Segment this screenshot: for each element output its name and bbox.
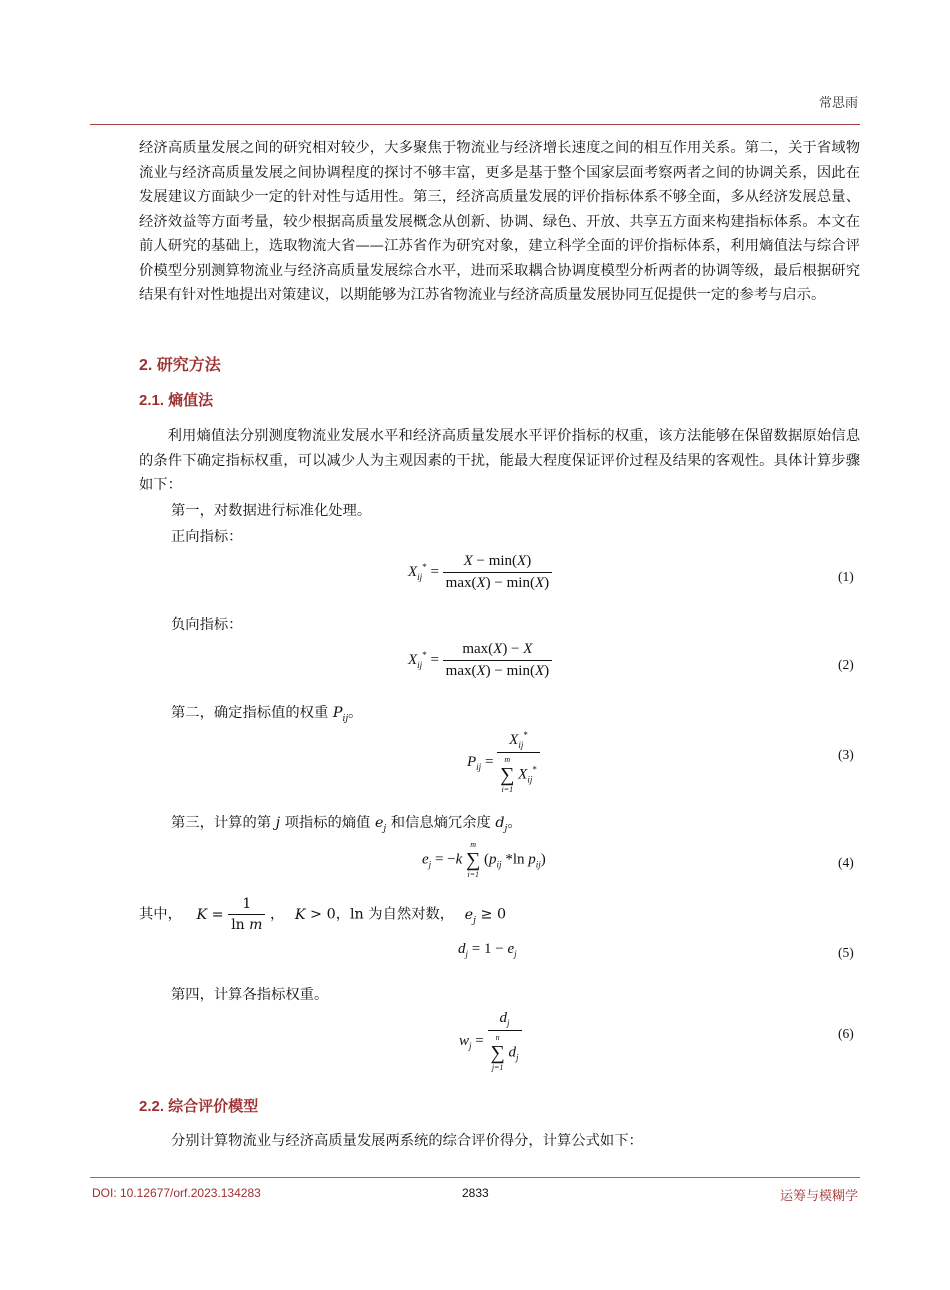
equation-3: $P_{ij}$ = $X_{ij}^*$ m ∑ i=1 $X_{ij}^*$ — [467, 730, 540, 795]
step-2-prefix: 第二，确定指标值的权重 — [171, 705, 333, 721]
step-2-suffix: 。 — [348, 705, 363, 721]
equation-5-number: (5) — [838, 945, 854, 960]
equation-4-number: (4) — [838, 855, 854, 870]
footer-rule — [90, 1177, 860, 1178]
footer-page-number: 2833 — [462, 1186, 489, 1200]
intro-paragraph: 经济高质量发展之间的研究相对较少，大多聚焦于物流业与经济增长速度之间的相互作用关系。第二，关于省域物流业与经济高质量发展之间协调程度的探讨不够丰富，更多是基于整个国家层面考察两者之间的协调关系，因此在发展建议方面缺少一定的针对性与适用性。第三，经济高质量发展的评价指标体系不够全面，多从经济发展总量、经济效益等方面考量，较少根据高质量发展概念从创新、协调、绿色、开放、共享五方面来构建指标体系。本文在前人研究的基础上，选取物流大省——江苏省作为研究对象，建立科学全面的评价指标体系，利用熵值法与综合评价模型分别测算物流业与经济高质量发展综合水平，进而采取耦合协调度模型分析两者的协调等级，最后根据研究结果有针对性地提出对策建议，以期能够为江苏省物流业与经济高质量发展协同互促提供一定的参考与启示。 — [139, 140, 860, 303]
equation-6-number: (6) — [838, 1026, 854, 1041]
equation-3-number: (3) — [838, 747, 854, 762]
where-prefix: 其中， — [139, 906, 182, 923]
positive-indicator-label: 正向指标： — [171, 529, 243, 545]
section-2-2-paragraph: 分别计算物流业与经济高质量发展两系统的综合评价得分，计算公式如下： — [171, 1133, 643, 1149]
step-3-part-c: 和信息熵冗余度 — [386, 815, 496, 831]
where-clause: 其中， K = $\frac{1}{\text{ln m}}$ ， K > 0，ln 为自然对数， $e_j \ge 0$ — [139, 896, 507, 933]
where-ln-text: ，ln 为自然对数， — [335, 906, 455, 923]
entropy-paragraph: 利用熵值法分别测度物流业发展水平和经济高质量发展水平评价指标的权重，该方法能够在保留数据原始信息的条件下确定指标权重，可以减少人为主观因素的干扰，能最大程度保证评价过程及结果的客观性。具体计算步骤如下： — [139, 428, 860, 493]
equation-1: $X_{ij}^*$ = $\frac{X - \min(X)}{\max(X) - \min(X)}$ — [408, 553, 552, 592]
section-2-1-heading: 2.1. 熵值法 — [139, 392, 214, 409]
section-2-heading: 2. 研究方法 — [139, 357, 221, 374]
section-2-2-heading: 2.2. 综合评价模型 — [139, 1098, 259, 1115]
entropy-intro-block — [139, 424, 860, 498]
negative-indicator-label: 负向指标： — [171, 617, 243, 633]
header-author: 常思雨 — [818, 96, 858, 111]
equation-5: $d_j = 1 - e_j$ — [458, 941, 517, 959]
where-sep: ， — [269, 906, 285, 923]
step-3-part-d: 。 — [507, 815, 522, 831]
header-rule — [90, 124, 860, 125]
footer-journal-name: 运筹与模糊学 — [779, 1189, 858, 1204]
intro-block — [139, 136, 860, 308]
equation-2-number: (2) — [838, 657, 854, 672]
step-4-text: 第四，计算各指标权重。 — [171, 987, 329, 1003]
equation-1-number: (1) — [838, 569, 854, 584]
step-1-text: 第一，对数据进行标准化处理。 — [171, 503, 372, 519]
step-2-text: 第二，确定指标值的权重 $P_{ij}$。 — [171, 705, 363, 724]
step-3-part-a: 第三，计算的第 — [171, 815, 276, 831]
equation-2: $X_{ij}^*$ = $\frac{\max(X) - X}{\max(X) - \min(X)}$ — [408, 641, 552, 680]
equation-4: $e_j = -k$ m ∑ i=1 ($p_{ij}$ *ln $p_{ij}$) — [422, 840, 546, 879]
step-3-text: 第三，计算的第 j 项指标的熵值 $e_j$ 和信息熵冗余度 $d_j$。 — [171, 815, 522, 834]
step-3-part-b: 项指标的熵值 — [280, 815, 375, 831]
equation-6: $w_j$ = $d_j$ n ∑ j=1 $d_j$ — [459, 1010, 522, 1073]
footer-doi[interactable]: DOI: 10.12677/orf.2023.134283 — [92, 1186, 261, 1200]
